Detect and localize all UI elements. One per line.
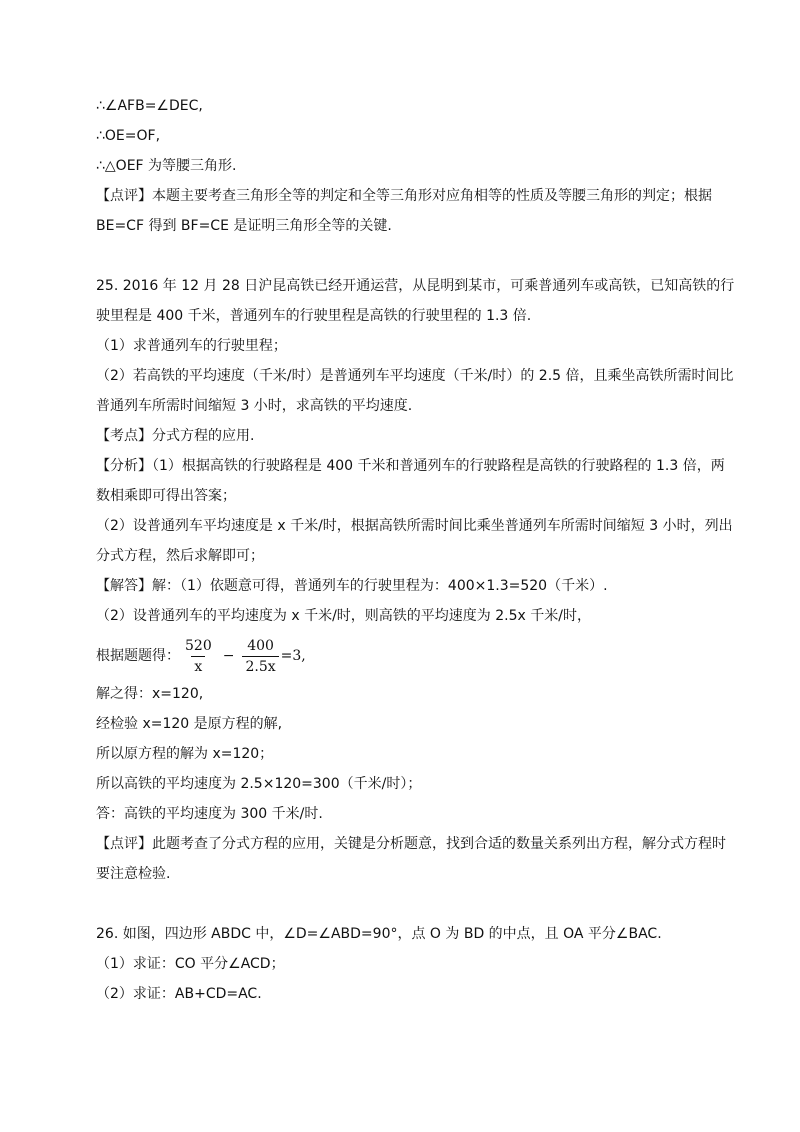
fraction-denominator: 2.5x <box>242 656 278 677</box>
fraction-denominator: x <box>191 656 205 677</box>
equation-line <box>96 628 736 684</box>
text-line: BE=CF 得到 BF=CE 是证明三角形全等的关键. <box>96 218 392 234</box>
question-25-part-2: 普通列车所需时间缩短 3 小时，求高铁的平均速度. <box>96 398 413 414</box>
jieda-line: （2）设普通列车的平均速度为 x 千米/时，则高铁的平均速度为 2.5x 千米/时， <box>96 608 591 624</box>
text-line: 【点评】本题主要考查三角形全等的判定和全等三角形对应角相等的性质及等腰三角形的判定；根据 <box>96 188 712 204</box>
solution-line: 解之得：x=120, <box>96 686 204 702</box>
question-25-part-2: （2）若高铁的平均速度（千米/时）是普通列车平均速度（千米/时）的 2.5 倍，且乘坐高铁所需时间比 <box>96 368 734 384</box>
fenxi-line: （2）设普通列车平均速度是 x 千米/时，根据高铁所需时间比乘坐普通列车所需时间缩短 3 小时，列出 <box>96 518 733 534</box>
fraction-520-over-x <box>182 636 215 677</box>
minus-sign: − <box>222 648 235 664</box>
text-line: ∴OE=OF, <box>96 128 161 144</box>
fenxi-line: 数相乘即可得出答案； <box>96 488 236 504</box>
text-line: ∴△OEF 为等腰三角形. <box>96 158 237 174</box>
fraction-numerator: 400 <box>247 637 274 654</box>
question-26-text: 26. 如图，四边形 ABDC 中，∠D=∠ABD=90°，点 O 为 BD 的中点，且 OA 平分∠BAC. <box>96 926 662 942</box>
solution-line: 所以原方程的解为 x=120； <box>96 746 274 762</box>
jieda-line: 【解答】解：（1）依题意可得，普通列车的行驶里程为：400×1.3=520（千米）. <box>96 578 608 594</box>
question-25-part-1: （1）求普通列车的行驶里程； <box>96 338 287 354</box>
solution-line: 所以高铁的平均速度为 2.5×120=300（千米/时）； <box>96 776 422 792</box>
fraction-numerator: 520 <box>185 637 212 654</box>
question-26-part-1: （1）求证：CO 平分∠ACD； <box>96 956 285 972</box>
fenxi-line: 分式方程，然后求解即可； <box>96 548 264 564</box>
kaodian-line: 【考点】分式方程的应用. <box>96 428 255 444</box>
fraction-400-over-2-5x <box>242 636 278 677</box>
equation-rhs: =3, <box>280 648 306 664</box>
solution-line: 经检验 x=120 是原方程的解, <box>96 716 283 732</box>
question-26-part-2: （2）求证：AB+CD=AC. <box>96 986 262 1002</box>
answer-line: 答：高铁的平均速度为 300 千米/时. <box>96 806 323 822</box>
question-25-text: 驶里程是 400 千米，普通列车的行驶里程是高铁的行驶里程的 1.3 倍. <box>96 308 532 324</box>
question-25-text: 25. 2016 年 12 月 28 日沪昆高铁已经开通运营，从昆明到某市，可乘普通列车或高铁，已知高铁的行 <box>96 278 735 294</box>
fenxi-line: 【分析】（1）根据高铁的行驶路程是 400 千米和普通列车的行驶路程是高铁的行驶路程的 1.3 倍，两 <box>96 458 725 474</box>
dianping-line: 【点评】此题考查了分式方程的应用，关键是分析题意，找到合适的数量关系列出方程，解分式方程时 <box>96 836 726 852</box>
text-line: ∴∠AFB=∠DEC, <box>96 98 203 114</box>
dianping-line: 要注意检验. <box>96 866 171 882</box>
equation-prefix: 根据题题得： <box>96 648 180 664</box>
